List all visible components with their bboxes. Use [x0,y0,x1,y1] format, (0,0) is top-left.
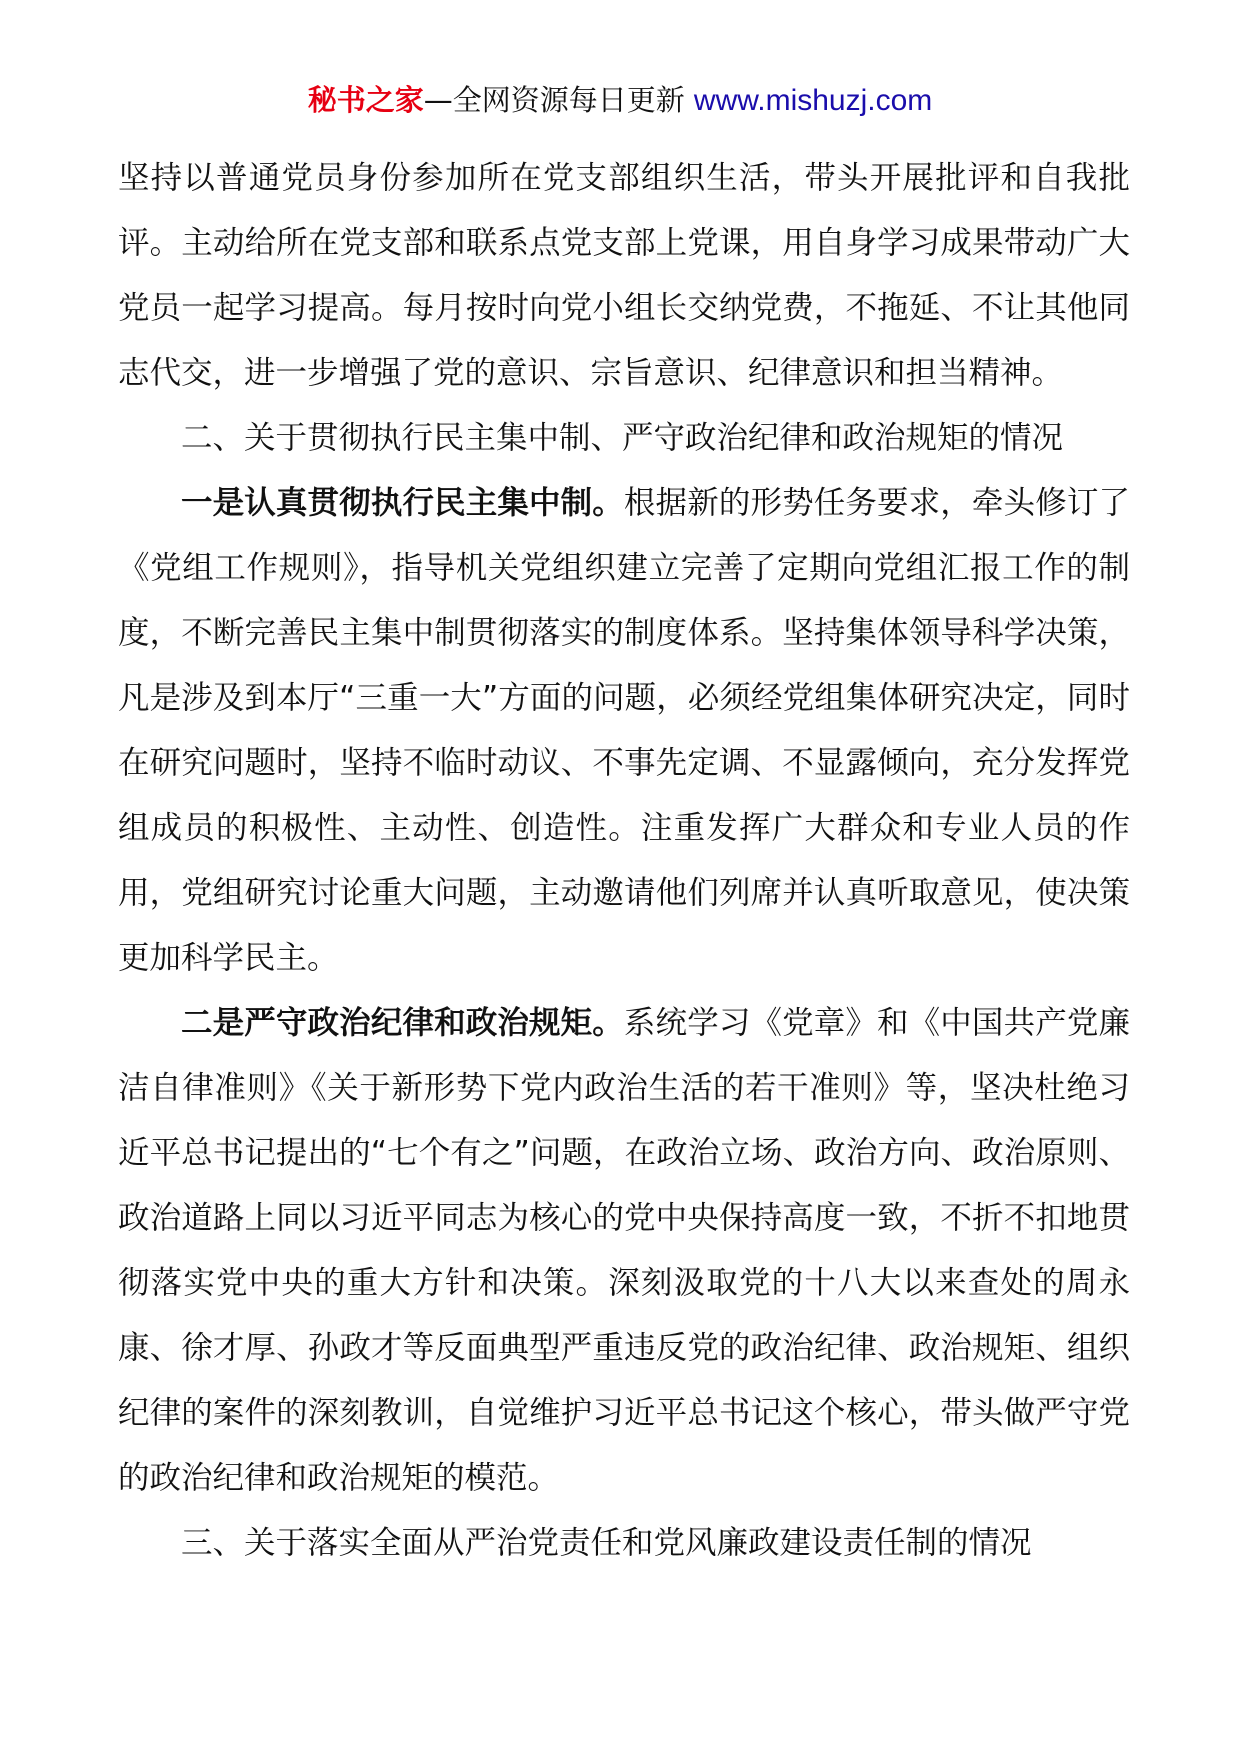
paragraph-lead: 一是认真贯彻执行民主集中制。 [181,485,624,521]
paragraph-text: 系统学习《党章》和《中国共产党廉洁自律准则》《关于新形势下党内政治生活的若干准则》等，坚决杜绝习近平总书记提出的“七个有之”问题，在政治立场、政治方向、政治原则、政治道路上同以习近平同志为核心的党中央保持高度一致，不折不扣地贯彻落实党中央的重大方针和决策。深刻汲取党的十八大以来查处的周永康、徐才厚、孙政才等反面典型严重违反党的政治纪律、政治规矩、组织纪律的案件的深刻教训，自觉维护习近平总书记这个核心，带头做严守党的政治纪律和政治规矩的模范。 [118,1005,1130,1496]
document-header [0,80,1240,121]
brand-name: 秘书之家 [307,83,424,117]
paragraph-democratic-centralism [118,471,1130,991]
header-url[interactable]: www.mishuzj.com [693,84,933,117]
section-heading-text: 三、关于落实全面从严治党责任和党风廉政建设责任制的情况 [181,1525,1032,1561]
paragraph-political-discipline [118,991,1130,1511]
section-heading-2 [118,406,1130,471]
paragraph-continuation [118,146,1130,406]
section-heading-text: 二、关于贯彻执行民主集中制、严守政治纪律和政治规矩的情况 [181,420,1064,456]
document-body [118,146,1130,1576]
paragraph-lead: 二是严守政治纪律和政治规矩。 [181,1005,624,1041]
section-heading-3 [118,1511,1130,1576]
paragraph-text: 坚持以普通党员身份参加所在党支部组织生活，带头开展批评和自我批评。主动给所在党支部和联系点党支部上党课，用自身学习成果带动广大党员一起学习提高。每月按时向党小组长交纳党费，不拖延、不让其他同志代交，进一步增强了党的意识、宗旨意识、纪律意识和担当精神。 [118,160,1130,391]
header-tagline: —全网资源每日更新 [423,83,694,117]
paragraph-text: 根据新的形势任务要求，牵头修订了《党组工作规则》，指导机关党组织建立完善了定期向党组汇报工作的制度，不断完善民主集中制贯彻落实的制度体系。坚持集体领导科学决策，凡是涉及到本厅“三重一大”方面的问题，必须经党组集体研究决定，同时在研究问题时，坚持不临时动议、不事先定调、不显露倾向，充分发挥党组成员的积极性、主动性、创造性。注重发挥广大群众和专业人员的作用，党组研究讨论重大问题，主动邀请他们列席并认真听取意见，使决策更加科学民主。 [118,485,1130,976]
